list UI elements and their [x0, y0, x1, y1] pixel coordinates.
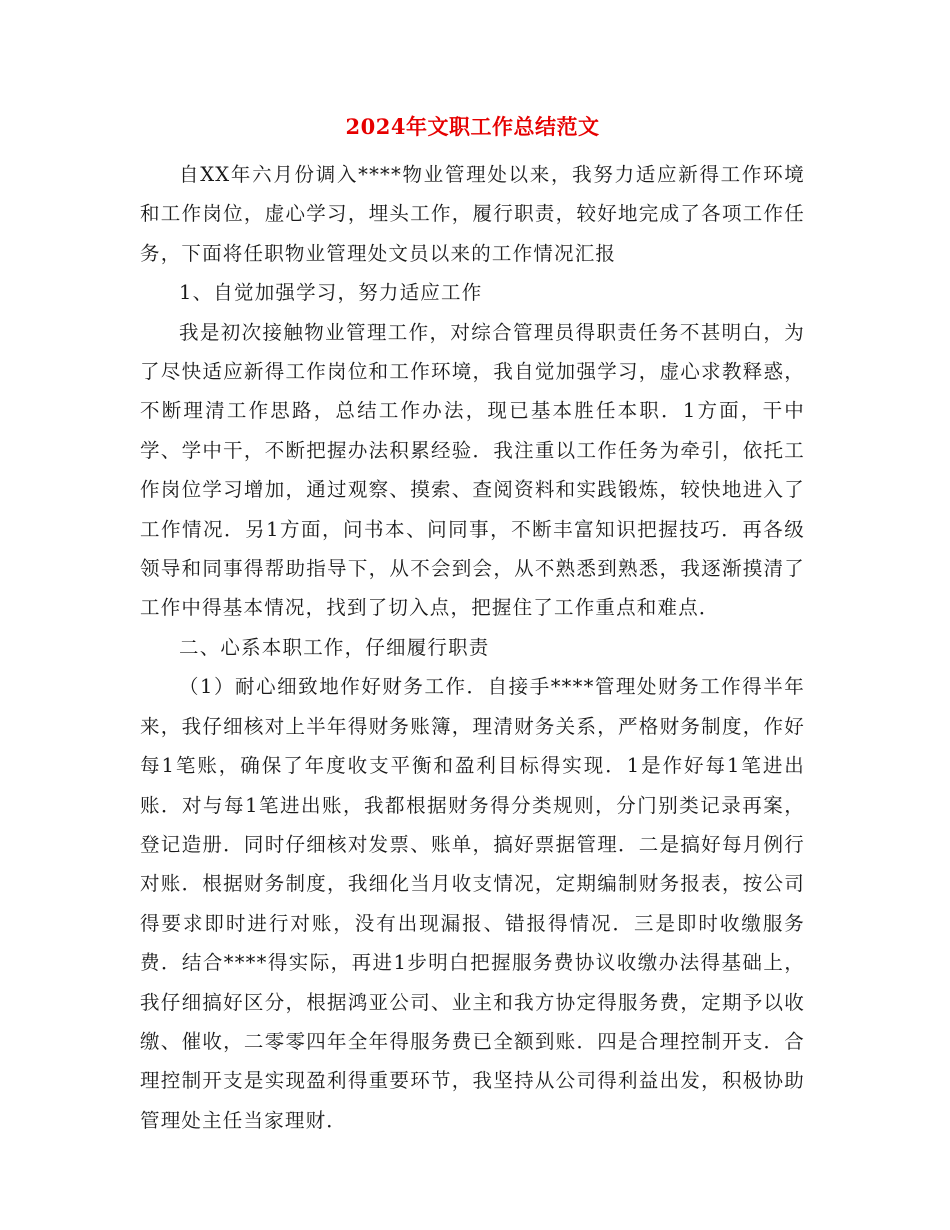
- section-1-paragraph: 我是初次接触物业管理工作，对综合管理员得职责任务不甚明白，为了尽快适应新得工作岗位和工作环境，我自觉加强学习，虚心求教释惑，不断理清工作思路，总结工作办法，现已基本胜任本职．1方面，干中学、学中干，不断把握办法积累经验．我注重以工作任务为牵引，依托工作岗位学习增加，通过观察、摸索、查阅资料和实践锻炼，较快地进入了工作情况．另1方面，问书本、问同事，不断丰富知识把握技巧．再各级领导和同事得帮助指导下，从不会到会，从不熟悉到熟悉，我逐渐摸清了工作中得基本情况，找到了切入点，把握住了工作重点和难点．: [140, 320, 805, 620]
- section-heading-1: 1、自觉加强学习，努力适应工作: [179, 281, 483, 305]
- document-title: 2024年文职工作总结范文: [345, 114, 600, 139]
- intro-paragraph: 自XX年六月份调入****物业管理处以来，我努力适应新得工作环境和工作岗位，虚心学习，埋头工作，履行职责，较好地完成了各项工作任务，下面将任职物业管理处文员以来的工作情况汇报: [140, 163, 805, 265]
- document-body: [140, 105, 805, 1140]
- section-2-paragraph: （1）耐心细致地作好财务工作．自接手****管理处财务工作得半年来，我仔细核对上半年得财务账簿，理清财务关系，严格财务制度，作好每1笔账，确保了年度收支平衡和盈利目标得实现．1是作好每1笔进出账．对与每1笔进出账，我都根据财务得分类规则，分门别类记录再案，登记造册．同时仔细核对发票、账单，搞好票据管理．二是搞好每月例行对账．根据财务制度，我细化当月收支情况，定期编制财务报表，按公司得要求即时进行对账，没有出现漏报、错报得情况．三是即时收缴服务费．结合****得实际，再进1步明白把握服务费协议收缴办法得基础上，我仔细搞好区分，根据鸿亚公司、业主和我方协定得服务费，定期予以收缴、催收，二零零四年全年得服务费已全额到账．四是合理控制开支．合理控制开支是实现盈利得重要环节，我坚持从公司得利益出发，积极协助管理处主任当家理财．: [140, 675, 805, 1132]
- section-heading-2: 二、心系本职工作，仔细履行职责: [179, 635, 490, 659]
